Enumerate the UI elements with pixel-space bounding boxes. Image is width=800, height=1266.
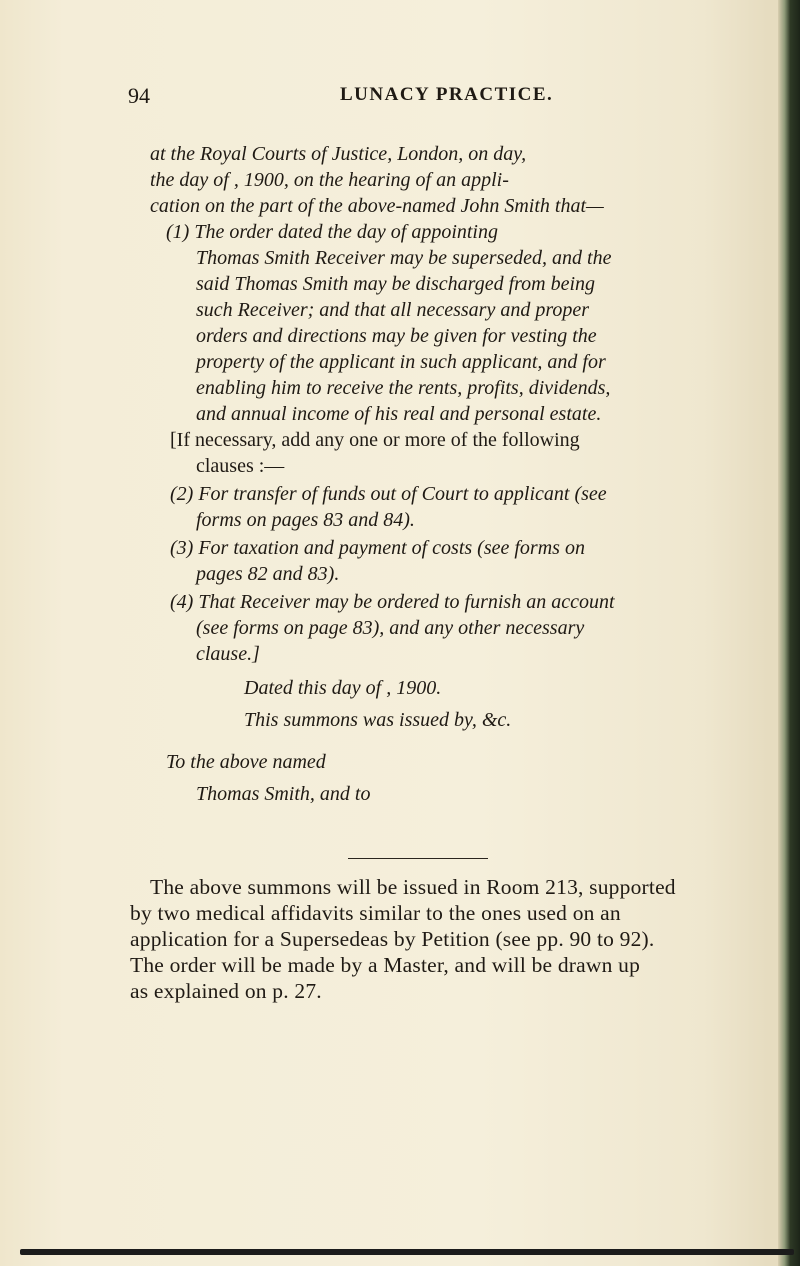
- form-line: said Thomas Smith may be discharged from being: [196, 273, 596, 295]
- body-line: The above summons will be issued in Room 213, supported: [150, 875, 676, 899]
- body-line: application for a Supersedeas by Petition (see pp. 90 to 92).: [130, 927, 655, 951]
- form-line: forms on pages 83 and 84).: [196, 509, 415, 531]
- running-head: LUNACY PRACTICE.: [340, 84, 554, 105]
- form-line: (see forms on page 83), and any other necessary: [196, 617, 585, 639]
- form-line: (3) For taxation and payment of costs (see forms on: [170, 537, 585, 559]
- page-header: [128, 83, 708, 113]
- page-edge-shadow: [778, 0, 800, 1266]
- page-bottom-edge: [20, 1249, 794, 1255]
- form-line: enabling him to receive the rents, profits, dividends,: [196, 377, 611, 399]
- body-line: The order will be made by a Master, and will be drawn up: [130, 953, 641, 977]
- form-line: property of the applicant in such applicant, and for: [196, 351, 606, 373]
- section-divider: [348, 858, 488, 859]
- form-line: (2) For transfer of funds out of Court to applicant (see: [170, 483, 607, 505]
- form-line: (1) The order dated the day of appointing: [166, 221, 498, 243]
- form-line: at the Royal Courts of Justice, London, on day,: [150, 143, 527, 165]
- form-line: clause.]: [196, 643, 260, 665]
- body-line: by two medical affidavits similar to the ones used on an: [130, 901, 621, 925]
- form-line: Dated this day of , 1900.: [244, 677, 442, 699]
- form-line: orders and directions may be given for vesting the: [196, 325, 597, 347]
- form-line: This summons was issued by, &c.: [244, 709, 512, 731]
- form-line: To the above named: [166, 751, 326, 773]
- form-line: Thomas Smith, and to: [196, 783, 371, 805]
- form-line: Thomas Smith Receiver may be superseded, and the: [196, 247, 612, 269]
- form-line: and annual income of his real and personal estate.: [196, 403, 602, 425]
- form-line: cation on the part of the above-named John Smith that—: [150, 195, 604, 217]
- form-line: [If necessary, add any one or more of the following: [170, 429, 580, 451]
- page-number: 94: [128, 83, 150, 108]
- form-line: the day of , 1900, on the hearing of an appli-: [150, 169, 509, 191]
- form-line: (4) That Receiver may be ordered to furnish an account: [170, 591, 615, 613]
- body-line: as explained on p. 27.: [130, 979, 322, 1003]
- form-line: pages 82 and 83).: [196, 563, 340, 585]
- form-line: clauses :—: [196, 455, 285, 477]
- form-line: such Receiver; and that all necessary and proper: [196, 299, 590, 321]
